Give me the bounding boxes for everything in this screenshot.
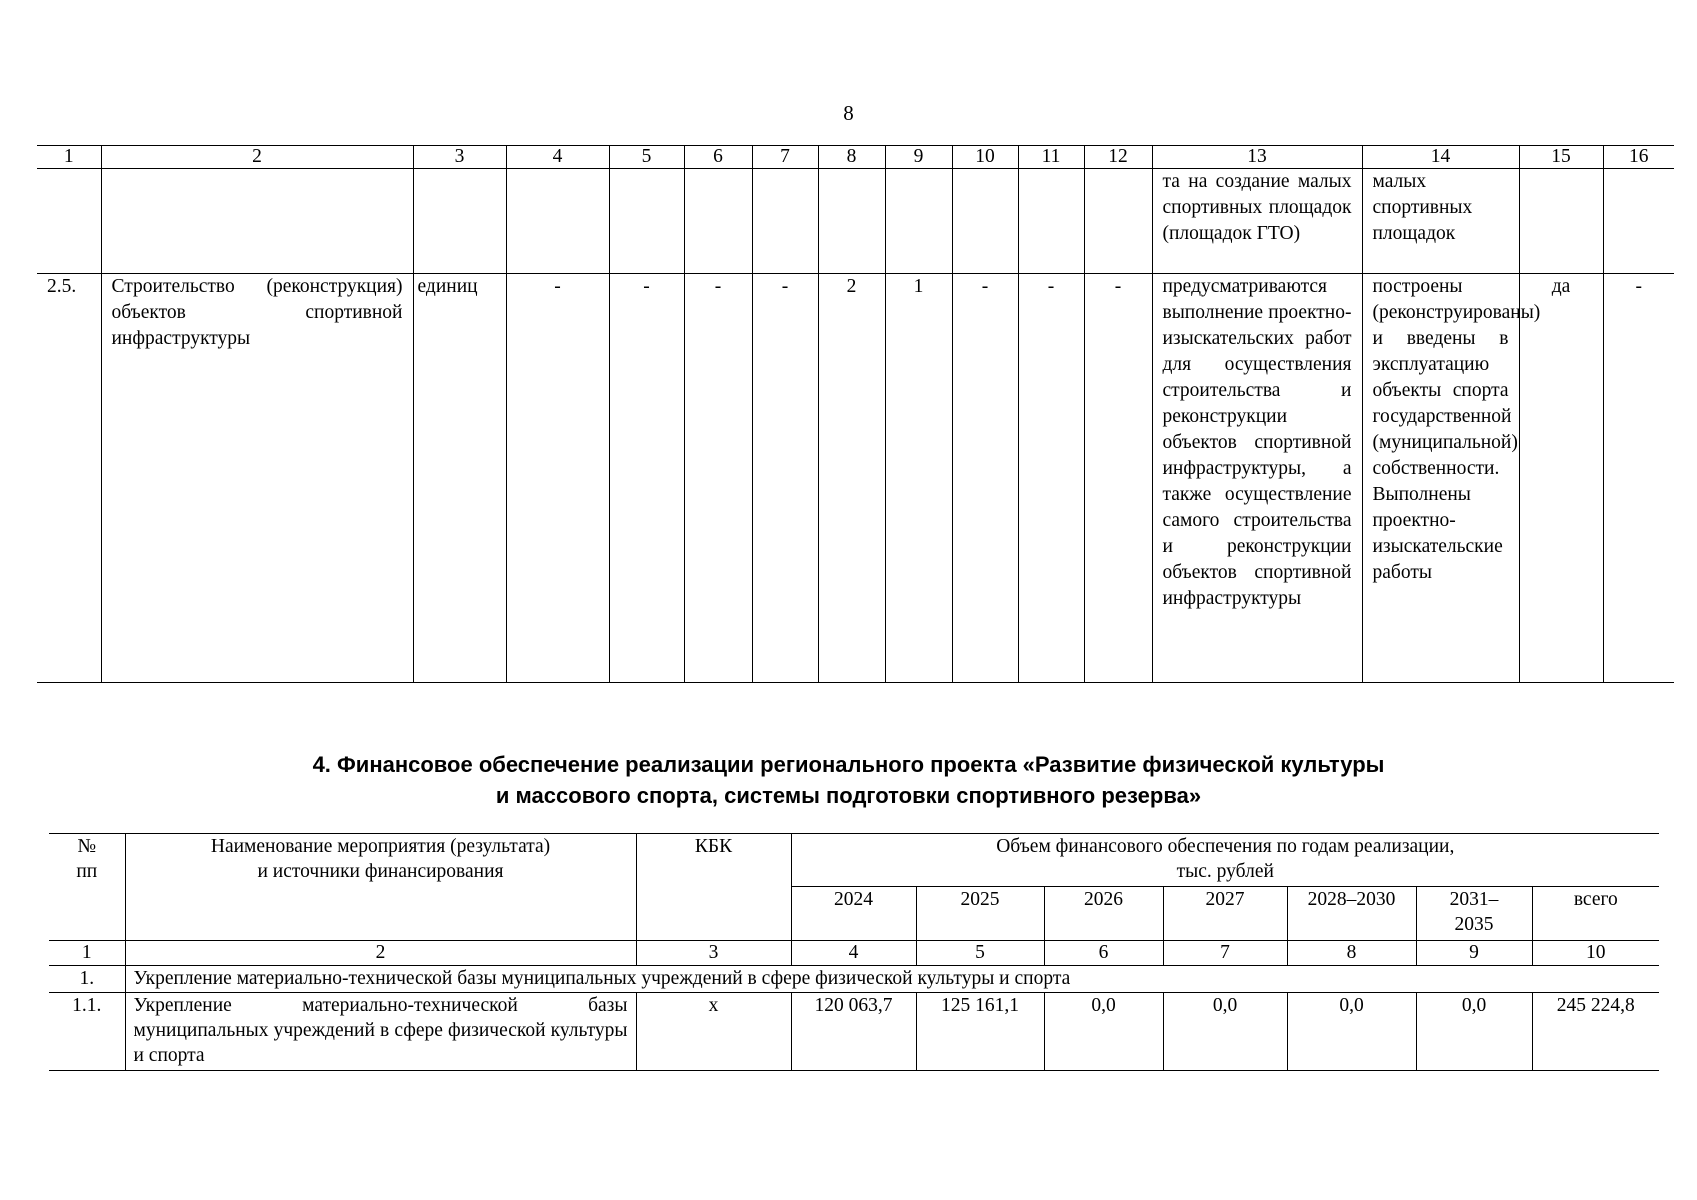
row-c6: -: [684, 274, 752, 683]
continuation-col13: та на создание малых спортивных площадок (площадок ГТО): [1152, 169, 1362, 274]
col-header-8: 8: [818, 146, 885, 169]
row-number: 2.5.: [37, 274, 101, 683]
row-c9: 1: [885, 274, 952, 683]
row-c8: 2: [818, 274, 885, 683]
table-row: [37, 169, 1674, 274]
col-header-13: 13: [1152, 146, 1362, 169]
row-c10: -: [952, 274, 1018, 683]
col-header-10: 10: [952, 146, 1018, 169]
table-row: [49, 993, 1659, 1071]
section-title-line2: и массового спорта, системы подготовки спортивного резерва»: [495, 783, 1202, 808]
header-num: № пп: [49, 834, 125, 941]
col-header-12: 12: [1084, 146, 1152, 169]
col-header-16: 16: [1603, 146, 1674, 169]
col-header-5: 5: [609, 146, 684, 169]
colnum-2: 2: [125, 941, 636, 966]
header-total: всего: [1532, 887, 1659, 941]
data-2025: 125 161,1: [916, 993, 1044, 1071]
data-total: 245 224,8: [1532, 993, 1659, 1071]
data-2024: 120 063,7: [791, 993, 916, 1071]
data-2028-2030: 0,0: [1287, 993, 1416, 1071]
financing-table: [49, 833, 1659, 1071]
table-header-row: [49, 834, 1659, 887]
colnum-3: 3: [636, 941, 791, 966]
row-col13-description: предусматриваются выполнение проектно-изыскательских работ для осуществления строительства и реконструкции объектов спортивной инфраструктуры, а также осуществление самого строительства и реконструкции объектов спортивной инфраструктуры: [1152, 274, 1362, 683]
colnum-6: 6: [1044, 941, 1163, 966]
section-title-line1: 4. Финансовое обеспечение реализации регионального проекта «Развитие физической культуры: [312, 752, 1385, 777]
row-unit: единиц: [413, 274, 506, 683]
header-name: Наименование мероприятия (результата) и источники финансирования: [125, 834, 636, 941]
data-name: Укрепление материально-технической базы муниципальных учреждений в сфере физической культуры и спорта: [125, 993, 636, 1071]
row-col14-result: построены (реконструированы) и введены в эксплуатацию объекты спорта государственной (муниципальной) собственности. Выполнены проектно-изыскательские работы: [1362, 274, 1519, 683]
data-num: 1.1.: [49, 993, 125, 1071]
header-year-2026: 2026: [1044, 887, 1163, 941]
row-c16: -: [1603, 274, 1674, 683]
header-year-2025: 2025: [916, 887, 1044, 941]
row-c5: -: [609, 274, 684, 683]
col-header-15: 15: [1519, 146, 1603, 169]
section-title: [0, 749, 1697, 811]
table-header-row: [37, 146, 1674, 169]
colnum-8: 8: [1287, 941, 1416, 966]
colnum-7: 7: [1163, 941, 1287, 966]
header-kbk: КБК: [636, 834, 791, 941]
col-header-2: 2: [101, 146, 413, 169]
header-year-2028-2030: 2028–2030: [1287, 887, 1416, 941]
row-c12: -: [1084, 274, 1152, 683]
header-year-2027: 2027: [1163, 887, 1287, 941]
col-header-9: 9: [885, 146, 952, 169]
col-header-6: 6: [684, 146, 752, 169]
row-c15: да: [1519, 274, 1603, 683]
results-table: [37, 145, 1674, 683]
colnum-9: 9: [1416, 941, 1532, 966]
header-volume: Объем финансового обеспечения по годам реализации, тыс. рублей: [791, 834, 1659, 887]
section-num: 1.: [49, 966, 125, 993]
header-year-2024: 2024: [791, 887, 916, 941]
row-c4: -: [506, 274, 609, 683]
row-c7: -: [752, 274, 818, 683]
row-c11: -: [1018, 274, 1084, 683]
column-numbers-row: [49, 941, 1659, 966]
col-header-7: 7: [752, 146, 818, 169]
section-row: [49, 966, 1659, 993]
col-header-11: 11: [1018, 146, 1084, 169]
data-2031-2035: 0,0: [1416, 993, 1532, 1071]
col-header-1: 1: [37, 146, 101, 169]
col-header-3: 3: [413, 146, 506, 169]
row-name: Строительство (реконструкция) объектов спортивной инфраструктуры: [101, 274, 413, 683]
page-number: 8: [843, 101, 854, 125]
colnum-10: 10: [1532, 941, 1659, 966]
data-2026: 0,0: [1044, 993, 1163, 1071]
col-header-4: 4: [506, 146, 609, 169]
header-year-2031-2035: 2031–2035: [1416, 887, 1532, 941]
colnum-5: 5: [916, 941, 1044, 966]
data-kbk: х: [636, 993, 791, 1071]
table-row: [37, 274, 1674, 683]
colnum-4: 4: [791, 941, 916, 966]
colnum-1: 1: [49, 941, 125, 966]
continuation-col14: малых спортивных площадок: [1362, 169, 1519, 274]
col-header-14: 14: [1362, 146, 1519, 169]
data-2027: 0,0: [1163, 993, 1287, 1071]
section-text: Укрепление материально-технической базы муниципальных учреждений в сфере физической культуры и спорта: [125, 966, 1659, 993]
